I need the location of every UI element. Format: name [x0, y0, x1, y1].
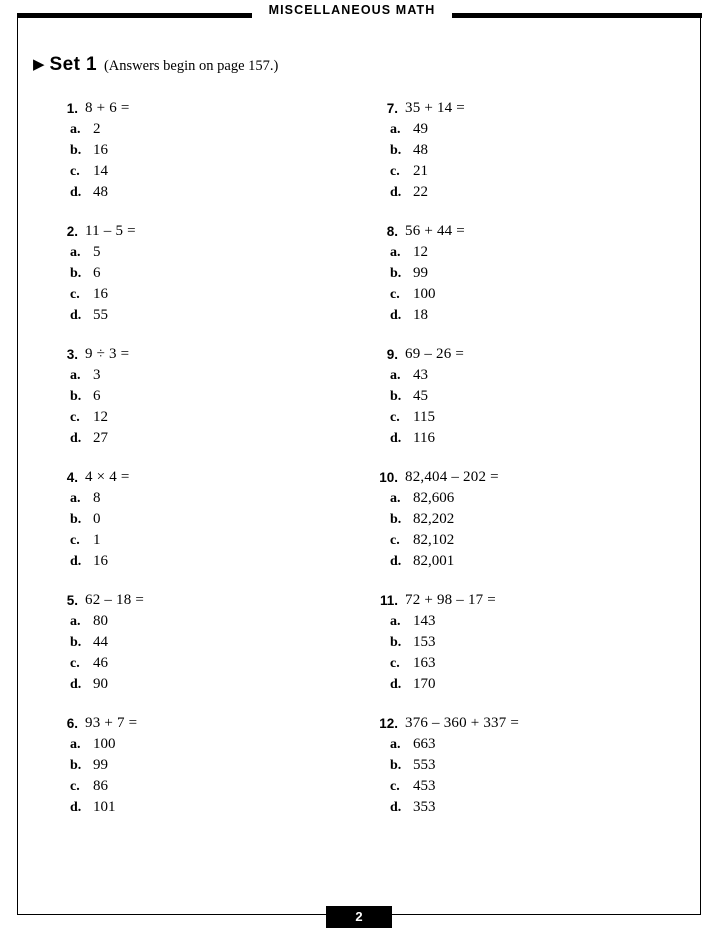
question-text: 56 + 44 =	[405, 223, 465, 239]
answer-choice-value: 82,606	[413, 490, 455, 506]
answer-choice-value: 14	[93, 163, 108, 179]
question-number: 7.	[386, 101, 398, 116]
set-heading-note: (Answers begin on page 157.)	[103, 58, 279, 74]
answer-choice-value: 80	[93, 613, 108, 629]
answer-choice[interactable]	[48, 551, 348, 572]
answer-choice-value: 16	[93, 286, 108, 302]
answer-choice[interactable]	[368, 428, 668, 449]
answer-choice-letter: c.	[390, 656, 400, 671]
answer-choice-value: 43	[413, 367, 428, 383]
answer-choice-letter: c.	[390, 779, 400, 794]
answer-choice[interactable]	[48, 242, 348, 263]
answer-choice-letter: b.	[70, 143, 82, 158]
answer-choice[interactable]	[48, 263, 348, 284]
answer-choice-value: 27	[93, 430, 108, 446]
answer-choice-value: 90	[93, 676, 108, 692]
question-text: 93 + 7 =	[85, 715, 138, 731]
question-item	[48, 590, 348, 695]
question-column-right	[368, 98, 668, 836]
answer-choice[interactable]	[48, 386, 348, 407]
answer-choice[interactable]	[368, 488, 668, 509]
answer-choice-value: 82,001	[413, 553, 455, 569]
answer-choice-letter: a.	[390, 491, 401, 506]
question-number: 2.	[66, 224, 78, 239]
answer-choice-value: 5	[93, 244, 101, 260]
question-stem	[368, 467, 668, 488]
question-column-left	[48, 98, 348, 836]
answer-choice-value: 1	[93, 532, 101, 548]
answer-choice[interactable]	[48, 611, 348, 632]
answer-choice-value: 46	[93, 655, 108, 671]
question-text: 376 – 360 + 337 =	[405, 715, 520, 731]
question-item	[368, 221, 668, 326]
answer-choice-letter: c.	[390, 533, 400, 548]
answer-choice-value: 48	[93, 184, 108, 200]
running-head-title: MISCELLANEOUS MATH	[268, 3, 436, 17]
answer-choice-letter: d.	[390, 800, 402, 815]
answer-choice[interactable]	[368, 653, 668, 674]
answer-choice-letter: b.	[390, 143, 402, 158]
question-stem	[48, 221, 348, 242]
answer-choice-value: 353	[413, 799, 436, 815]
answer-choice-value: 99	[93, 757, 108, 773]
question-text: 62 – 18 =	[85, 592, 145, 608]
question-item	[48, 344, 348, 449]
answer-choice[interactable]	[48, 182, 348, 203]
question-item	[368, 98, 668, 203]
answer-choice-value: 45	[413, 388, 428, 404]
answer-choice-value: 553	[413, 757, 436, 773]
answer-choice[interactable]	[48, 734, 348, 755]
answer-choice-letter: b.	[70, 512, 82, 527]
answer-choice-letter: c.	[70, 410, 80, 425]
answer-choice-letter: b.	[390, 512, 402, 527]
question-number: 12.	[379, 716, 398, 731]
answer-choice-value: 21	[413, 163, 428, 179]
answer-choice-value: 48	[413, 142, 428, 158]
answer-choice[interactable]	[368, 632, 668, 653]
answer-choice[interactable]	[48, 365, 348, 386]
answer-choice-value: 6	[93, 388, 101, 404]
set-heading-title: Set 1	[49, 54, 97, 75]
answer-choice-letter: a.	[390, 368, 401, 383]
answer-choice[interactable]	[368, 386, 668, 407]
answer-choice[interactable]	[48, 530, 348, 551]
page-number-folio: 2	[326, 906, 392, 928]
answer-choice[interactable]	[368, 530, 668, 551]
answer-choice-letter: d.	[390, 677, 402, 692]
answer-choice-value: 12	[93, 409, 108, 425]
question-text: 72 + 98 – 17 =	[405, 592, 496, 608]
answer-choice-value: 55	[93, 307, 108, 323]
answer-choice[interactable]	[368, 551, 668, 572]
answer-choice-letter: c.	[70, 656, 80, 671]
question-item	[48, 98, 348, 203]
answer-choice-letter: a.	[70, 122, 81, 137]
answer-choice-value: 8	[93, 490, 101, 506]
answer-choice[interactable]	[48, 776, 348, 797]
answer-choice-value: 12	[413, 244, 428, 260]
answer-choice-value: 49	[413, 121, 428, 137]
question-stem	[368, 98, 668, 119]
answer-choice[interactable]	[368, 284, 668, 305]
question-stem	[48, 98, 348, 119]
question-number: 5.	[66, 593, 78, 608]
answer-choice-value: 82,102	[413, 532, 455, 548]
question-stem	[368, 221, 668, 242]
answer-choice-letter: d.	[390, 431, 402, 446]
answer-choice-letter: b.	[70, 266, 82, 281]
answer-choice-value: 100	[93, 736, 116, 752]
answer-choice-letter: c.	[390, 164, 400, 179]
answer-choice-letter: a.	[390, 245, 401, 260]
set-heading	[33, 55, 278, 74]
answer-choice-value: 44	[93, 634, 108, 650]
answer-choice-value: 453	[413, 778, 436, 794]
question-stem	[368, 590, 668, 611]
answer-choice-value: 163	[413, 655, 436, 671]
answer-choice[interactable]	[368, 509, 668, 530]
answer-choice[interactable]	[48, 509, 348, 530]
answer-choice-letter: d.	[70, 554, 82, 569]
answer-choice-letter: d.	[70, 431, 82, 446]
answer-choice-value: 16	[93, 553, 108, 569]
answer-choice[interactable]	[368, 119, 668, 140]
answer-choice[interactable]	[48, 653, 348, 674]
answer-choice[interactable]	[368, 161, 668, 182]
question-item	[368, 467, 668, 572]
answer-choice[interactable]	[368, 407, 668, 428]
answer-choice-value: 116	[413, 430, 435, 446]
question-number: 9.	[386, 347, 398, 362]
answer-choice[interactable]	[368, 611, 668, 632]
answer-choice-value: 99	[413, 265, 428, 281]
question-text: 11 – 5 =	[85, 223, 136, 239]
answer-choice[interactable]	[368, 734, 668, 755]
question-stem	[368, 713, 668, 734]
answer-choice[interactable]	[48, 407, 348, 428]
question-stem	[48, 713, 348, 734]
answer-choice[interactable]	[48, 305, 348, 326]
answer-choice-value: 115	[413, 409, 435, 425]
answer-choice-letter: a.	[390, 737, 401, 752]
answer-choice-value: 170	[413, 676, 436, 692]
answer-choice-letter: b.	[70, 758, 82, 773]
answer-choice[interactable]	[48, 428, 348, 449]
answer-choice-letter: b.	[390, 758, 402, 773]
question-text: 35 + 14 =	[405, 100, 465, 116]
question-text: 4 × 4 =	[85, 469, 130, 485]
answer-choice[interactable]	[368, 263, 668, 284]
answer-choice[interactable]	[368, 182, 668, 203]
answer-choice-letter: d.	[390, 185, 402, 200]
answer-choice-letter: b.	[70, 389, 82, 404]
answer-choice-letter: c.	[70, 287, 80, 302]
answer-choice[interactable]	[368, 674, 668, 695]
answer-choice-letter: c.	[390, 287, 400, 302]
question-text: 69 – 26 =	[405, 346, 465, 362]
answer-choice-letter: d.	[390, 308, 402, 323]
answer-choice-letter: d.	[390, 554, 402, 569]
answer-choice-letter: b.	[70, 635, 82, 650]
answer-choice-value: 0	[93, 511, 101, 527]
answer-choice-value: 86	[93, 778, 108, 794]
question-number: 11.	[379, 593, 398, 608]
answer-choice-letter: d.	[70, 800, 82, 815]
answer-choice-value: 663	[413, 736, 436, 752]
answer-choice-letter: c.	[70, 779, 80, 794]
answer-choice-value: 100	[413, 286, 436, 302]
question-stem	[48, 467, 348, 488]
question-text: 9 ÷ 3 =	[85, 346, 130, 362]
answer-choice[interactable]	[368, 755, 668, 776]
question-item	[368, 590, 668, 695]
answer-choice-value: 101	[93, 799, 116, 815]
answer-choice[interactable]	[48, 161, 348, 182]
answer-choice[interactable]	[368, 140, 668, 161]
answer-choice-value: 18	[413, 307, 428, 323]
question-item	[368, 344, 668, 449]
answer-choice-letter: c.	[70, 164, 80, 179]
question-number: 6.	[66, 716, 78, 731]
question-stem	[48, 344, 348, 365]
question-number: 10.	[379, 470, 398, 485]
answer-choice[interactable]	[48, 284, 348, 305]
answer-choice[interactable]	[48, 797, 348, 818]
answer-choice-letter: b.	[390, 635, 402, 650]
answer-choice[interactable]	[368, 242, 668, 263]
question-number: 8.	[386, 224, 398, 239]
answer-choice-letter: d.	[70, 677, 82, 692]
answer-choice[interactable]	[368, 776, 668, 797]
question-stem	[48, 590, 348, 611]
question-number: 3.	[66, 347, 78, 362]
answer-choice[interactable]	[48, 488, 348, 509]
answer-choice[interactable]	[48, 632, 348, 653]
answer-choice[interactable]	[368, 305, 668, 326]
answer-choice-value: 16	[93, 142, 108, 158]
answer-choice-value: 153	[413, 634, 436, 650]
answer-choice[interactable]	[48, 674, 348, 695]
question-number: 4.	[66, 470, 78, 485]
answer-choice-value: 6	[93, 265, 101, 281]
answer-choice-letter: a.	[70, 368, 81, 383]
triangle-right-icon: ▶	[33, 55, 45, 73]
answer-choice-letter: b.	[390, 266, 402, 281]
answer-choice[interactable]	[48, 140, 348, 161]
question-item	[48, 713, 348, 818]
answer-choice-letter: c.	[70, 533, 80, 548]
answer-choice-value: 82,202	[413, 511, 455, 527]
question-item	[48, 221, 348, 326]
answer-choice[interactable]	[368, 365, 668, 386]
answer-choice[interactable]	[368, 797, 668, 818]
answer-choice-letter: b.	[390, 389, 402, 404]
answer-choice-letter: a.	[70, 491, 81, 506]
answer-choice-value: 22	[413, 184, 428, 200]
answer-choice-letter: a.	[70, 737, 81, 752]
answer-choice-letter: d.	[70, 185, 82, 200]
question-text: 8 + 6 =	[85, 100, 130, 116]
answer-choice-letter: a.	[70, 245, 81, 260]
answer-choice-letter: a.	[390, 614, 401, 629]
answer-choice-value: 143	[413, 613, 436, 629]
answer-choice-value: 2	[93, 121, 101, 137]
answer-choice[interactable]	[48, 755, 348, 776]
question-text: 82,404 – 202 =	[405, 469, 499, 485]
answer-choice-letter: d.	[70, 308, 82, 323]
answer-choice[interactable]	[48, 119, 348, 140]
question-number: 1.	[66, 101, 78, 116]
answer-choice-letter: a.	[70, 614, 81, 629]
answer-choice-letter: c.	[390, 410, 400, 425]
question-item	[368, 713, 668, 818]
question-stem	[368, 344, 668, 365]
question-item	[48, 467, 348, 572]
answer-choice-letter: a.	[390, 122, 401, 137]
answer-choice-value: 3	[93, 367, 101, 383]
